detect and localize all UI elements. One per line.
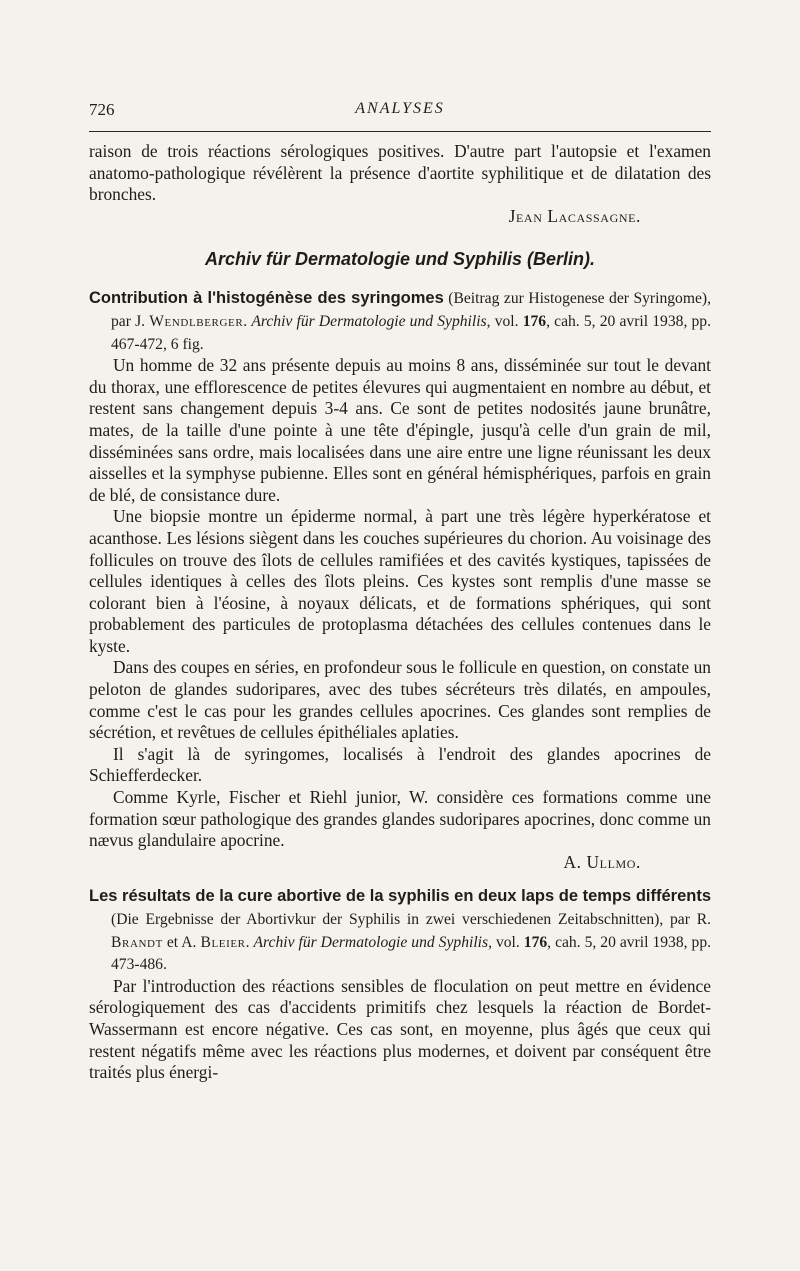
continuation-paragraph: raison de trois réactions sérologiques positives. D'autre part l'autopsie et l'examen anatomo-pathologique révélèrent la présence d'aortite syphilitique et de dilatation des bronches. [89,141,711,205]
article1-title: Contribution à l'histogénèse des syringomes [89,289,444,308]
article2-reference [89,885,711,975]
article1-paragraph: Un homme de 32 ans présente depuis au moins 8 ans, disséminée sur tout le devant du thorax, une efflorescence de petites élevures qui augmentaient en nombre au début, et restent sans changement depuis 3-4 ans. Ce sont de petites nodosités jaune brunâtre, mates, de la taille d'une pointe à une tête d'épingle, jusqu'à celle d'un grain de mil, disséminées sans ordre, mais localisées dans une aire entre une ligne réunissant les deux aisselles et la symphyse pubienne. Elles sont en général hémisphériques, parfois en grain de blé, de consistance dure. [89,355,711,505]
article1-ref-a: (Beitrag zur Histogenese der Syringome), par J. [111,290,711,330]
signature-lacassagne: Jean Lacassagne. [508,205,641,226]
signature-ullmo: A. Ullmo. [563,851,641,872]
article1-paragraph: Comme Kyrle, Fischer et Riehl junior, W. considère ces formations comme une formation sœur pathologique des grandes glandes sudoripares apocrines, donc comme un nævus glandulaire apocrine. [89,787,711,851]
article2-ref-sep: . [245,933,254,951]
article1-reference [89,287,711,355]
article2-title: Les résultats de la cure abortive de la syphilis en deux laps de temps différents [89,887,711,906]
article2-paragraph: Par l'introduction des réactions sensibles de floculation on peut mettre en évidence sérologiquement des cas d'accidents primitifs chez lesquels la réaction de Bordet-Wassermann est encore négative. Ces cas sont, en moyenne, plus âgés que ceux qui restent négatifs même avec les réactions plus modernes, et doivent par conséquent être traités plus énergi- [89,975,711,1083]
article2-author1: Brandt [111,933,163,951]
article1-ref-c: , cah. 5, 20 avril 1938, pp. 467-472, 6 fig. [111,312,712,353]
journal-title: Archiv für Dermatologie und Syphilis (Berlin). [204,249,596,270]
article1-paragraph: Une biopsie montre un épiderme normal, à part une très légère hyperkératose et acanthose. Les lésions siègent dans les couches supérieures du chorion. Au voisinage des follicules on trouve des îlots de cellules ramifiées et des cavités kystiques, tapissées de cellules identiques à celles des îlots pleins. Ces kystes sont remplis d'une masse se colorant bien à l'éosine, à noyaux délicats, et de formations sphériques, qui sont probablement des particules de protoplasma détachées des cellules contenues dans le kyste. [89,506,711,656]
page-number: 726 [89,100,115,119]
article1-volume: 176 [522,312,547,330]
running-head: ANALYSES [355,100,445,117]
article2-ref-c: , cah. 5, 20 avril 1938, pp. 473-486. [111,933,712,974]
article1-ref-sep: . [243,312,252,330]
body-text [89,141,711,1084]
article1-paragraph: Dans des coupes en séries, en profondeur sous le follicule en question, on constate un peloton de glandes sudoripares, avec des tubes sécréteurs très dilatés, en ampoules, comme c'est le cas pour les grandes cellules apocrines. Ces glandes sont remplies de sécrétion, et revêtues de cellules épithéliales aplaties. [89,657,711,743]
page-header [89,100,711,124]
article1-ref-b: , vol. [486,312,523,330]
section-gap [89,873,711,885]
article1-author: Wendlberger [149,312,244,330]
article2-ref-a: (Die Ergebnisse der Abortivkur der Syphilis in zwei verschiedenen Zeitabschnitten), par R. [111,911,711,928]
article1-paragraph: Il s'agit là de syringomes, localisés à l'endroit des glandes apocrines de Schiefferdecker. [89,743,711,786]
header-rule [89,131,711,132]
article1-journal: Archiv für Dermatologie und Syphilis [251,312,487,330]
article2-ref-b: , vol. [488,933,524,951]
article2-volume: 176 [523,933,548,951]
article2-ref-and: et A. [162,933,201,951]
article2-journal: Archiv für Dermatologie und Syphilis [253,933,489,951]
article2-author2: Bleier [200,933,246,951]
